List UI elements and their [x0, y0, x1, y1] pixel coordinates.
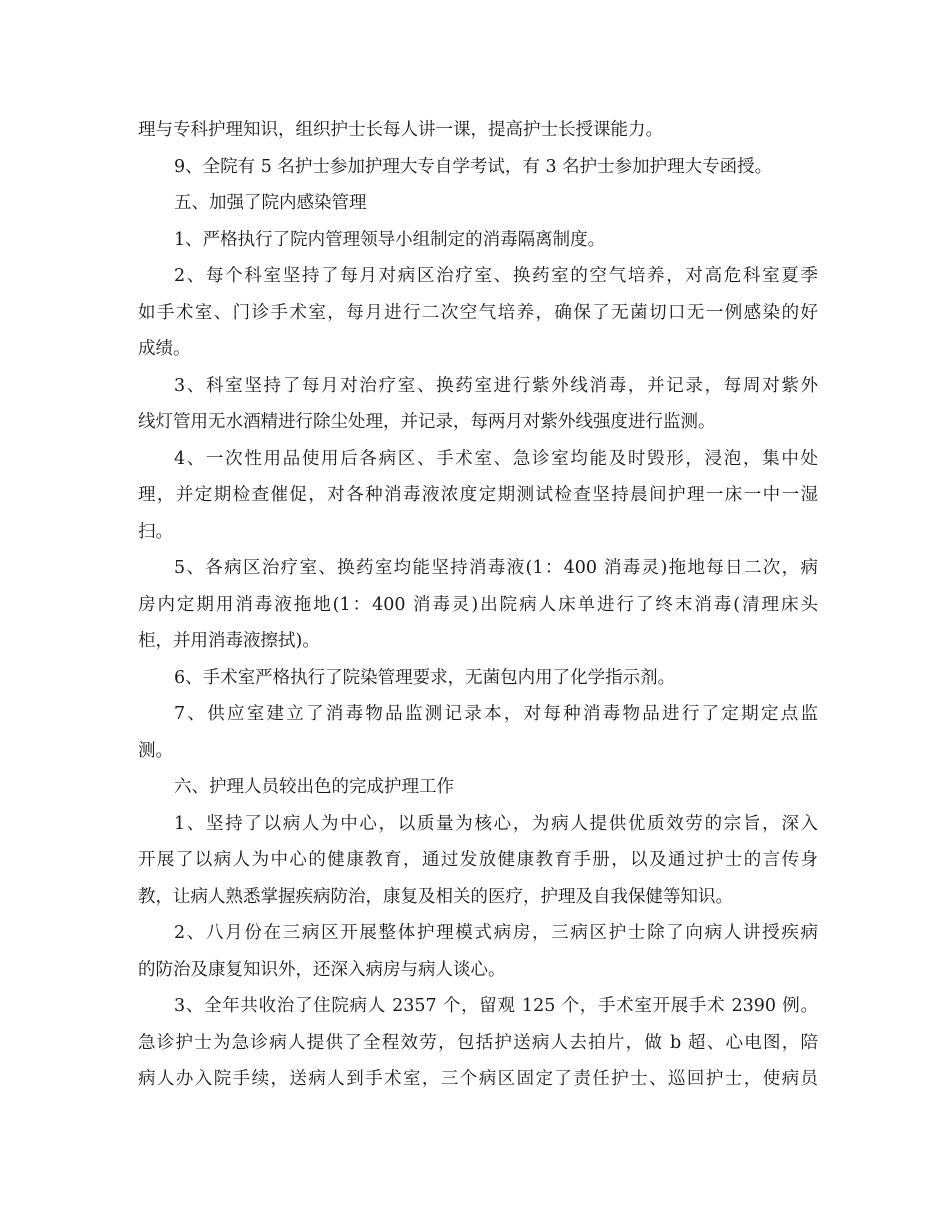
document-body	[138, 112, 818, 1098]
text-line: 柜，并用消毒液擦拭)。	[138, 631, 320, 651]
text-line: 4、一次性用品使用后各病区、手术室、急诊室均能及时毁形，浸泡，集中处	[174, 448, 818, 469]
text-line: 理，并定期检查催促，对各种消毒液浓度定期测试检查坚持晨间护理一床一中一湿	[138, 485, 818, 505]
text-line: 五、加强了院内感染管理	[174, 193, 367, 213]
text-line: 六、护理人员较出色的完成护理工作	[174, 777, 454, 797]
text-line: 测。	[138, 740, 173, 761]
text-line: 7、供应室建立了消毒物品监测记录本，对每种消毒物品进行了定期定点监	[174, 704, 818, 724]
text-line: 2、每个科室坚持了每月对病区治疗室、换药室的空气培养，对高危科室夏季	[174, 266, 818, 286]
text-line: 的防治及康复知识外，还深入病房与病人谈心。	[138, 959, 506, 980]
text-line: 9、全院有 5 名护士参加护理大专自学考试，有 3 名护士参加护理大专函授。	[174, 156, 773, 177]
text-line: 1、坚持了以病人为中心，以质量为核心，为病人提供优质效劳的宗旨，深入	[174, 813, 818, 834]
text-line: 3、全年共收治了住院病人 2357 个，留观 125 个，手术室开展手术 2390 例。	[174, 996, 818, 1016]
text-line: 1、严格执行了院内管理领导小组制定的消毒隔离制度。	[174, 229, 606, 250]
text-line: 成绩。	[138, 339, 191, 359]
text-line: 房内定期用消毒液拖地(1：400 消毒灵)出院病人床单进行了终末消毒(清理床头	[138, 594, 818, 615]
text-line: 理与专科护理知识，组织护士长每人讲一课，提高护士长授课能力。	[138, 120, 663, 140]
text-line: 6、手术室严格执行了院染管理要求，无菌包内用了化学指示剂。	[174, 667, 676, 688]
text-line: 病人办入院手续，送病人到手术室，三个病区固定了责任护士、巡回护士，使病员	[138, 1069, 818, 1089]
text-line: 扫。	[138, 521, 173, 542]
text-line: 5、各病区治疗室、换药室均能坚持消毒液(1：400 消毒灵)拖地每日二次，病	[174, 558, 818, 578]
text-line: 如手术室、门诊手术室，每月进行二次空气培养，确保了无菌切口无一例感染的好	[138, 302, 818, 323]
text-line: 3、科室坚持了每月对治疗室、换药室进行紫外线消毒，并记录，每周对紫外	[174, 375, 818, 396]
text-line: 急诊护士为急诊病人提供了全程效劳，包括护送病人去拍片，做 b 超、心电图，陪	[138, 1032, 818, 1053]
text-line: 线灯管用无水酒精进行除尘处理，并记录，每两月对紫外线强度进行监测。	[138, 412, 716, 432]
text-line: 教，让病人熟悉掌握疾病防治，康复及相关的医疗，护理及自我保健等知识。	[138, 886, 733, 907]
text-line: 2、八月份在三病区开展整体护理模式病房，三病区护士除了向病人讲授疾病	[174, 923, 818, 943]
text-line: 开展了以病人为中心的健康教育，通过发放健康教育手册，以及通过护士的言传身	[138, 850, 818, 870]
